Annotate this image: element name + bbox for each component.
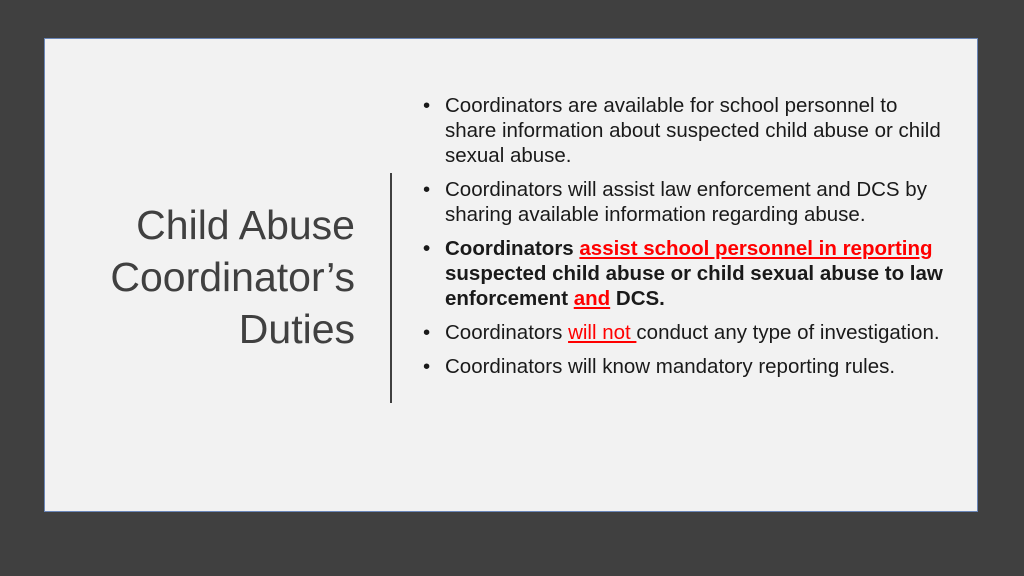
bullet-icon: • — [423, 321, 431, 344]
bullet-text: Coordinators will assist law enforcement and DCS by sharing available information regarding abuse. — [445, 178, 927, 226]
bullet-icon: • — [423, 237, 431, 260]
bullet-text-part: conduct any type of investigation. — [636, 321, 940, 344]
slide — [44, 38, 978, 512]
bullet-list — [423, 93, 953, 388]
bullet-icon: • — [423, 178, 431, 201]
bullet-text: Coordinators are available for school personnel to share information about suspected child abuse or child sexual abuse. — [445, 94, 941, 167]
list-item — [423, 93, 953, 168]
bullet-icon: • — [423, 94, 431, 117]
emphasis-text: and — [573, 287, 611, 310]
list-item — [423, 320, 953, 345]
list-item — [423, 236, 953, 311]
bullet-text: Coordinators will know mandatory reporting rules. — [445, 355, 896, 378]
title-line-2: Coordinator’s — [110, 254, 355, 300]
bullet-text-part: suspected child abuse or child sexual abuse to law enforcement — [445, 262, 943, 310]
emphasis-text: assist school personnel in reporting — [579, 237, 933, 260]
bullet-icon: • — [423, 355, 431, 378]
slide-title — [55, 199, 355, 355]
bullet-text-part: DCS. — [610, 287, 665, 310]
title-line-1: Child Abuse — [136, 202, 355, 248]
title-line-3: Duties — [238, 306, 355, 352]
emphasis-text: will not — [568, 321, 637, 344]
list-item — [423, 177, 953, 227]
bullet-text-part: Coordinators — [445, 321, 569, 344]
list-item — [423, 354, 953, 379]
vertical-divider — [390, 173, 392, 403]
bullet-text-part: Coordinators — [445, 237, 580, 260]
